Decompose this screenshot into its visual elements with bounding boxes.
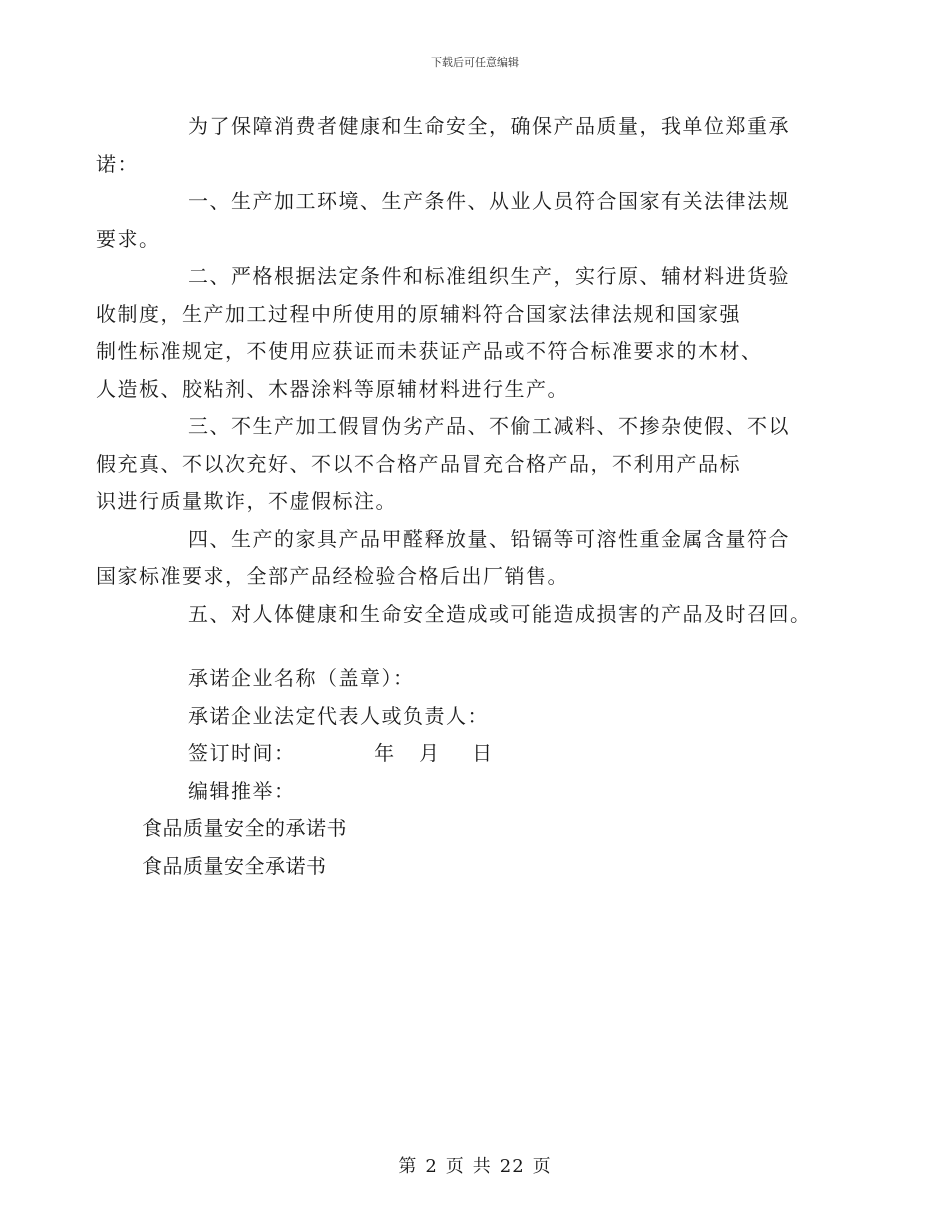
item-paragraph-3 bbox=[96, 408, 810, 521]
item-paragraph-1 bbox=[96, 183, 810, 258]
text-line: 三、不生产加工假冒伪劣产品、不偷工减料、不掺杂使假、不以 bbox=[188, 414, 790, 438]
text-line: 为了保障消费者健康和生命安全，确保产品质量，我单位郑重承 bbox=[188, 114, 790, 138]
text-line: 假充真、不以次充好、不以不合格产品冒充合格产品，不利用产品标 bbox=[96, 451, 741, 476]
item-paragraph-4 bbox=[96, 521, 810, 596]
text-line: 二、严格根据法定条件和标准组织生产，实行原、辅材料进货验 bbox=[188, 264, 790, 288]
footer-gong: 共 bbox=[472, 1156, 492, 1177]
text-line: 人造板、胶粘剂、木器涂料等原辅材料进行生产。 bbox=[96, 376, 569, 401]
text-line: 国家标准要求，全部产品经检验合格后出厂销售。 bbox=[96, 564, 569, 588]
total-pages-number: 22 bbox=[499, 1156, 525, 1177]
signature-block bbox=[188, 660, 494, 810]
footer-ye: 页 bbox=[445, 1156, 465, 1177]
related-link[interactable]: 食品质量安全的承诺书 bbox=[142, 816, 347, 840]
representative-line: 承诺企业法定代表人或负责人： bbox=[188, 703, 489, 728]
related-links bbox=[142, 810, 347, 885]
current-page-number: 2 bbox=[425, 1156, 438, 1177]
recommend-heading: 编辑推举： bbox=[188, 778, 296, 803]
item-paragraph-5 bbox=[142, 596, 810, 634]
page-footer bbox=[0, 1152, 950, 1178]
text-line: 要求。 bbox=[96, 226, 161, 251]
text-line: 诺： bbox=[96, 151, 139, 176]
intro-paragraph bbox=[96, 108, 810, 183]
text-line: 四、生产的家具产品甲醛释放量、铅镉等可溶性重金属含量符合 bbox=[188, 526, 790, 551]
signing-date-line: 签订时间： 年 月 日 bbox=[188, 741, 494, 765]
text-line: 收制度，生产加工过程中所使用的原辅料符合国家法律法规和国家强 bbox=[96, 301, 741, 326]
related-link[interactable]: 食品质量安全承诺书 bbox=[142, 853, 327, 878]
text-line: 一、生产加工环境、生产条件、从业人员符合国家有关法律法规 bbox=[188, 189, 790, 213]
item-paragraph-2 bbox=[96, 258, 810, 408]
footer-ye2: 页 bbox=[532, 1156, 552, 1177]
header-note: 下载后可任意编辑 bbox=[431, 56, 519, 69]
text-line: 制性标准规定，不使用应获证而未获证产品或不符合标准要求的木材、 bbox=[96, 339, 763, 363]
text-line: 五、对人体健康和生命安全造成或可能造成损害的产品及时召回。 bbox=[188, 601, 812, 626]
document-body bbox=[96, 108, 812, 633]
company-name-line: 承诺企业名称（盖章）： bbox=[188, 666, 415, 690]
footer-di: 第 bbox=[398, 1156, 418, 1177]
text-line: 识进行质量欺诈，不虚假标注。 bbox=[96, 489, 397, 513]
